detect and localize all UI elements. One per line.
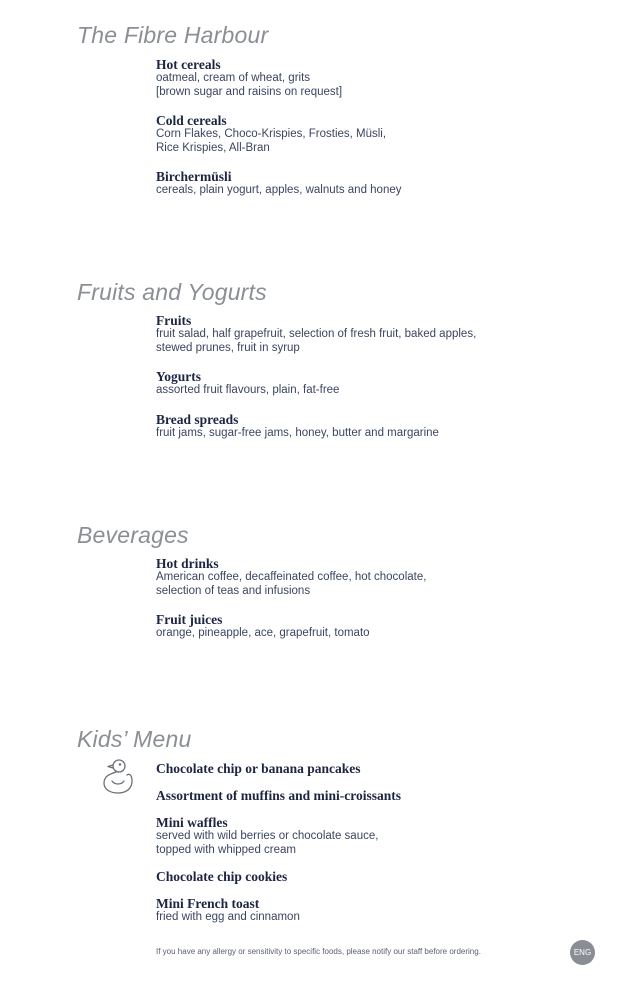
menu-item xyxy=(156,412,586,441)
section-title-fruits-yogurts: Fruits and Yogurts xyxy=(77,279,267,305)
item-name: Mini waffles xyxy=(156,815,228,830)
item-name: Assortment of muffins and mini-croissants xyxy=(156,788,402,803)
menu-item xyxy=(156,612,586,641)
section-title-beverages: Beverages xyxy=(77,522,189,548)
item-name: Bread spreads xyxy=(156,411,239,427)
item-name: Mini French toast xyxy=(156,896,260,911)
menu-item xyxy=(156,869,586,884)
menu-item xyxy=(156,761,586,776)
item-description: fruit jams, sugar-free jams, honey, butter and margarine xyxy=(156,426,439,439)
language-toggle-button[interactable]: ENG xyxy=(570,940,595,965)
item-name: Hot drinks xyxy=(156,556,219,571)
item-description: cereals, plain yogurt, apples, walnuts and honey xyxy=(156,184,402,196)
item-name: Cold cereals xyxy=(156,113,227,128)
item-name: Yogurts xyxy=(156,369,202,384)
item-name: Fruits xyxy=(156,313,192,328)
menu-item xyxy=(156,113,586,155)
item-description: fried with egg and cinnamon xyxy=(156,911,300,923)
item-description: assorted fruit flavours, plain, fat-free xyxy=(156,384,340,396)
section-items-fruits-yogurts xyxy=(156,313,586,454)
menu-item xyxy=(156,369,586,398)
item-name: Hot cereals xyxy=(156,57,221,72)
menu-item xyxy=(156,788,586,803)
menu-item xyxy=(156,313,586,355)
menu-item xyxy=(156,169,586,198)
item-name: Fruit juices xyxy=(156,612,223,627)
item-description: Corn Flakes, Choco-Krispies, Frosties, Müsli, Rice Krispies, All-Bran xyxy=(156,128,387,154)
allergy-notice: If you have any allergy or sensitivity to specific foods, please notify our staff before ordering. xyxy=(156,947,481,956)
section-items-fibre-harbour xyxy=(156,57,586,212)
item-description: oatmeal, cream of wheat, grits [brown sugar and raisins on request] xyxy=(156,72,343,98)
section-title-kids-menu: Kids’ Menu xyxy=(77,726,192,752)
menu-item xyxy=(156,556,586,598)
duck-icon xyxy=(100,757,136,797)
item-name: Birchermüsli xyxy=(156,169,232,184)
item-name: Chocolate chip or banana pancakes xyxy=(156,761,361,776)
item-name: Chocolate chip cookies xyxy=(156,869,288,884)
section-items-kids-menu xyxy=(156,761,586,937)
item-description: fruit salad, half grapefruit, selection of fresh fruit, baked apples, stewed prunes, fruit in syrup xyxy=(156,328,477,354)
item-description: orange, pineapple, ace, grapefruit, tomato xyxy=(156,627,370,639)
section-title-fibre-harbour: The Fibre Harbour xyxy=(77,22,269,48)
menu-item xyxy=(156,815,586,857)
menu-item xyxy=(156,896,586,925)
menu-item xyxy=(156,57,586,99)
item-description: American coffee, decaffeinated coffee, hot chocolate, selection of teas and infusions xyxy=(156,571,427,597)
section-items-beverages xyxy=(156,556,586,655)
item-description: served with wild berries or chocolate sauce, topped with whipped cream xyxy=(156,830,379,856)
